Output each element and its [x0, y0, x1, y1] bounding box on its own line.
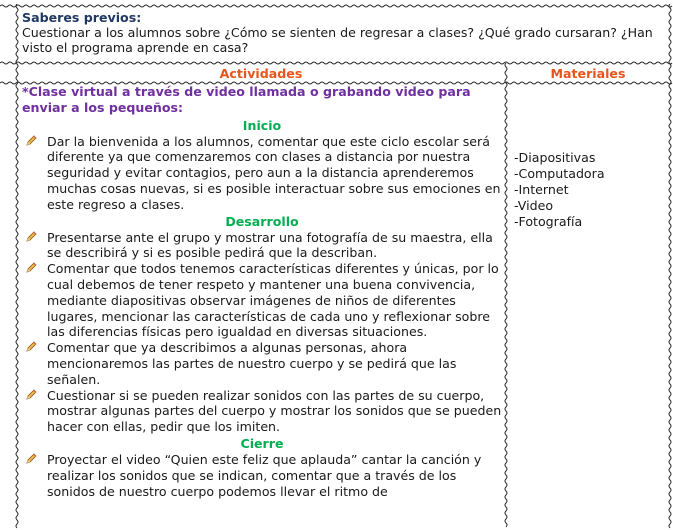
list-item-text: Comentar que ya describimos a algunas personas, ahora mencionaremos las partes de nuestro cuerpo y se pedirá que las señalen. — [47, 340, 457, 387]
materiales-header: Materiales — [550, 66, 626, 81]
pencil-icon — [25, 389, 37, 401]
material-item: -Diapositivas — [514, 150, 596, 165]
list-item-text: Comentar que todos tenemos características diferentes y únicas, por lo cual debemos de tener respeto y mantener una buena convivencia, mediante diapositivas observar imágenes de niños de diferentes lugares, mencionar las características de cada uno y reflexionar sobre las diferencias físicas pero igualdad en diversas situaciones. — [47, 261, 499, 340]
inicio-list — [22, 134, 502, 213]
list-item — [47, 388, 502, 435]
materiales-column — [514, 150, 664, 230]
material-item: -Computadora — [514, 166, 605, 181]
list-item — [47, 134, 502, 213]
left-border — [15, 4, 19, 530]
list-item-text: Cuestionar si se pueden realizar sonidos con las partes de su cuerpo, mostrar algunas partes del cuerpo y mostrar los sonidos que se pueden hacer con ellas, pedir que los imiten. — [47, 387, 502, 435]
desarrollo-list — [22, 230, 502, 435]
right-border — [668, 4, 672, 530]
pencil-icon — [25, 341, 37, 353]
pencil-icon — [25, 231, 37, 243]
pencil-icon — [25, 135, 37, 147]
saberes-previos-section — [22, 10, 662, 55]
material-item: -Video — [514, 198, 554, 213]
top-border — [0, 4, 673, 8]
section-title-inicio: Inicio — [242, 117, 282, 133]
actividades-header: Actividades — [219, 66, 303, 81]
section-title-desarrollo: Desarrollo — [225, 213, 299, 229]
pencil-icon — [25, 453, 37, 465]
list-item — [47, 261, 502, 340]
list-item — [47, 230, 502, 262]
list-item-text: Dar la bienvenida a los alumnos, comentar que este ciclo escolar será diferente ya que comenzaremos con clases a distancia por nuestra seguridad y evitar contagios, pero aun a la distancia aprenderemos muchas cosas nuevas, si es posible interactuar sobre sus emociones en este regreso a clases. — [47, 133, 501, 212]
list-item-text: Proyectar el video “Quien este feliz que aplauda” cantar la canción y realizar los sonidos que se indican, comentar que a través de los sonidos de nuestro cuerpo podemos llevar el ritmo de — [47, 451, 482, 499]
material-item: -Fotografía — [514, 214, 583, 229]
actividades-column — [22, 84, 502, 499]
saberes-text: Cuestionar a los alumnos sobre ¿Cómo se sienten de regresar a clases? ¿Qué grado cursaran? ¿Han visto el programa aprende en casa? — [22, 25, 653, 55]
saberes-title: Saberes previos: — [22, 10, 142, 25]
list-item — [47, 452, 502, 499]
cierre-list — [22, 452, 502, 499]
column-divider — [504, 63, 508, 530]
material-item: -Internet — [514, 182, 569, 197]
list-item — [47, 340, 502, 387]
activities-intro: *Clase virtual a través de video llamada o grabando video para enviar a los pequeños: — [22, 84, 471, 115]
list-item-text: Presentarse ante el grupo y mostrar una fotografía de su maestra, ella se describirá y si es posible pedirá que la describan. — [47, 229, 493, 261]
pencil-icon — [25, 262, 37, 274]
section-title-cierre: Cierre — [240, 435, 284, 451]
